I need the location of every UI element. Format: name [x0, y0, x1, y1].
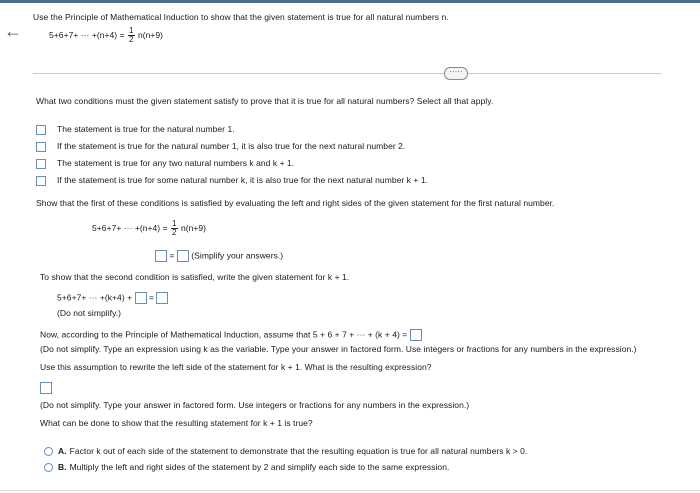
q5-question: What can be done to show that the resulting statement for k + 1 is true?	[40, 418, 313, 428]
fraction-numerator: 1	[172, 219, 177, 228]
q1-option-1-label: The statement is true for the natural number 1.	[57, 124, 235, 134]
q3-equals-sign: =	[148, 292, 154, 303]
q3-right-answer-box[interactable]	[156, 292, 168, 304]
q2-hint: (Simplify your answers.)	[191, 250, 284, 261]
back-arrow-icon[interactable]: ←	[4, 21, 22, 41]
fraction-numerator: 1	[129, 26, 134, 35]
expand-more-button[interactable]: ·····	[444, 67, 468, 80]
q1-option-2-label: If the statement is true for the natural number 1, it is also true for the next natural number 2.	[57, 141, 406, 151]
q5-answer-box[interactable]	[40, 382, 52, 394]
q5-option-a-letter: A.	[58, 446, 67, 456]
q5-option-b-letter: B.	[58, 462, 67, 472]
q4-hint: (Do not simplify. Type an expression using k as the variable. Type your answer in factored form. Use integers or fractions for any numbers in the expression.)	[40, 344, 637, 354]
q4-assumption	[40, 329, 422, 341]
q5-option-a-radio[interactable]	[44, 447, 53, 456]
q4-followup: Use this assumption to rewrite the left side of the statement for k + 1. What is the resulting expression?	[40, 362, 432, 372]
q5-option-b[interactable]	[58, 462, 449, 472]
q2-eq-fraction	[171, 220, 178, 237]
q5-option-a-text: Factor k out of each side of the statement to demonstrate that the resulting equation is true for all natural numbers k > 0.	[69, 446, 528, 456]
q2-left-answer-box[interactable]	[155, 250, 167, 262]
q4-prompt: Now, according to the Principle of Mathematical Induction, assume that 5 + 6 + 7 + ··· + (k + 4) =	[40, 329, 408, 340]
q1-option-4-checkbox[interactable]	[36, 176, 46, 186]
q1-option-4-label: If the statement is true for some natural number k, it is also true for the next natural number k + 1.	[57, 175, 429, 185]
instruction-text: Use the Principle of Mathematical Induction to show that the given statement is true for all natural numbers n.	[33, 12, 449, 22]
given-statement	[49, 27, 163, 44]
q5-option-a[interactable]	[58, 446, 527, 456]
q2-equation	[92, 220, 206, 237]
q4-answer-box[interactable]	[410, 329, 422, 341]
fraction-denominator: 2	[129, 35, 134, 44]
q1-question: What two conditions must the given statement satisfy to prove that it is true for all natural numbers? Select all that apply.	[36, 96, 494, 106]
top-accent-bar	[0, 0, 700, 3]
q5-hint: (Do not simplify. Type your answer in factored form. Use integers or fractions for any numbers in the expression.)	[40, 400, 470, 410]
q2-right-answer-box[interactable]	[177, 250, 189, 262]
q1-option-3-label: The statement is true for any two natural numbers k and k + 1.	[57, 158, 295, 168]
section-divider	[33, 73, 661, 74]
fraction-denominator: 2	[172, 228, 177, 237]
q2-prompt: Show that the first of these conditions is satisfied by evaluating the left and right sides of the given statement for the first natural number.	[36, 198, 555, 208]
q2-equals-sign: =	[169, 250, 175, 261]
q3-hint: (Do not simplify.)	[57, 308, 122, 318]
q1-option-1-checkbox[interactable]	[36, 125, 46, 135]
q3-prompt: To show that the second condition is satisfied, write the given statement for k + 1.	[40, 272, 350, 282]
statement-lhs: 5+6+7+ ··· +(n+4) =	[49, 29, 125, 40]
q1-option-3-checkbox[interactable]	[36, 159, 46, 169]
statement-fraction	[128, 27, 135, 44]
q2-eq-lhs: 5+6+7+ ··· +(n+4) =	[92, 222, 168, 233]
q5-option-b-text: Multiply the left and right sides of the statement by 2 and simplify each side to the same expression.	[69, 462, 450, 472]
statement-rhs: n(n+9)	[137, 29, 164, 40]
bottom-divider	[0, 490, 700, 491]
q5-option-b-radio[interactable]	[44, 463, 53, 472]
q3-left-answer-box[interactable]	[135, 292, 147, 304]
q2-answer-row	[155, 250, 283, 262]
q3-eq-lhs: 5+6+7+ ··· +(k+4) +	[57, 292, 133, 303]
q1-option-2-checkbox[interactable]	[36, 142, 46, 152]
q2-eq-rhs: n(n+9)	[180, 222, 207, 233]
q3-equation	[57, 292, 168, 304]
